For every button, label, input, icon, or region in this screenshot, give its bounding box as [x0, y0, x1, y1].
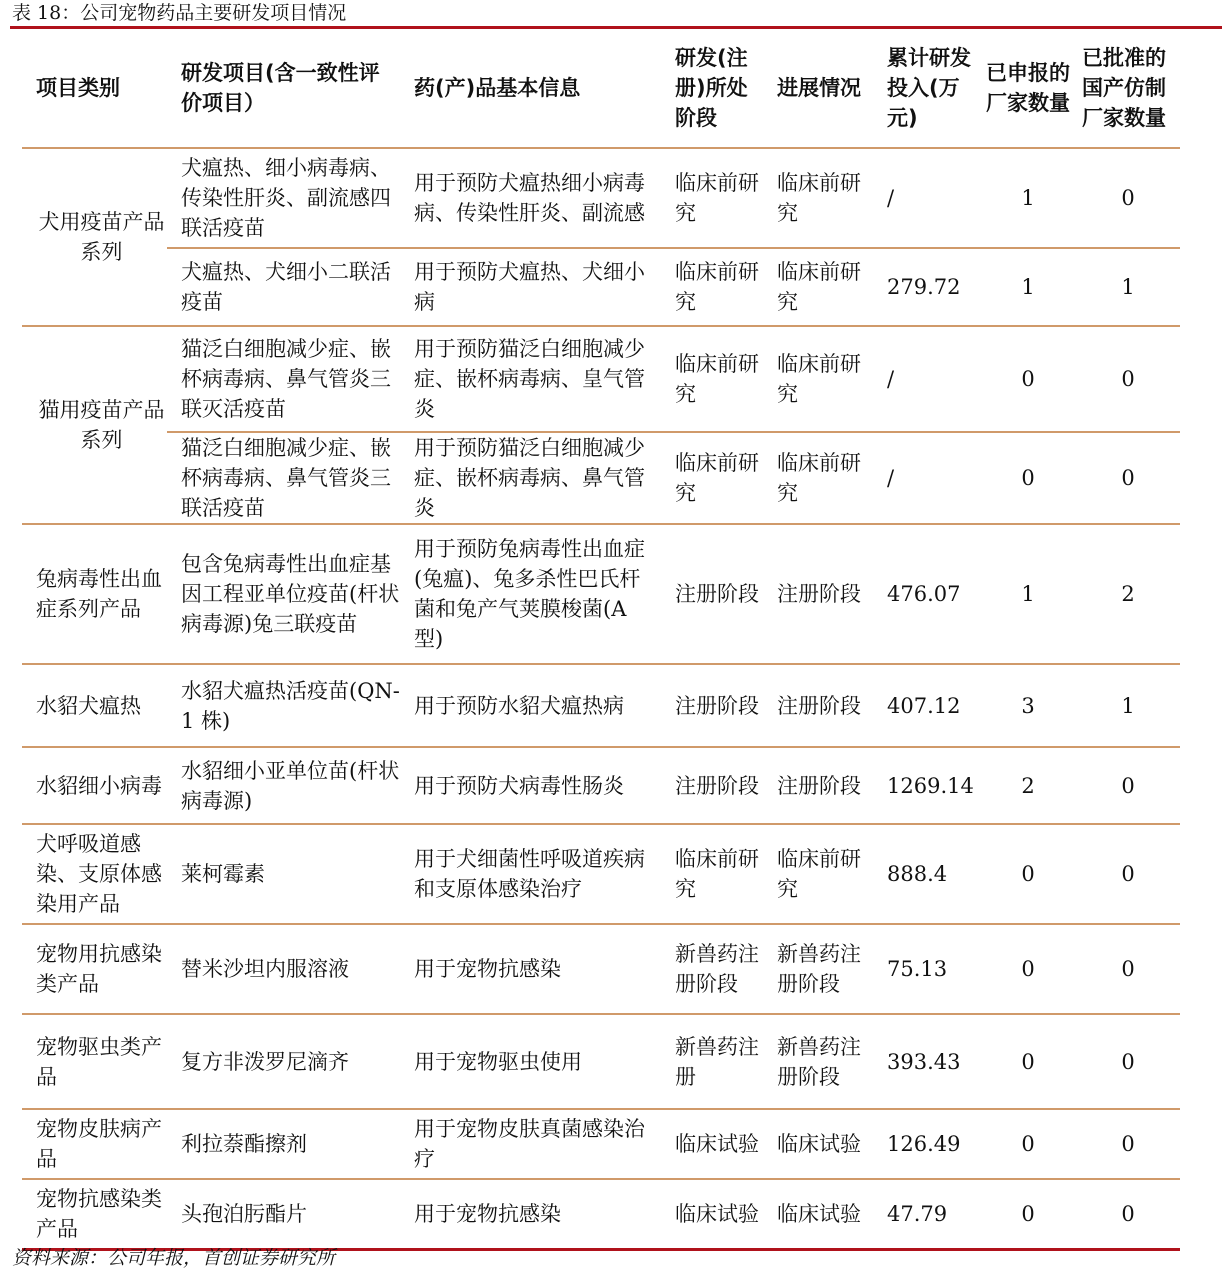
table-cell: 1	[1076, 248, 1180, 326]
column-header: 研发(注册)所处阶段	[661, 29, 763, 148]
table-cell: 用于宠物抗感染	[400, 924, 661, 1014]
table-row	[22, 1014, 1180, 1109]
header-row	[22, 29, 1180, 148]
table-cell: 新兽药注册阶段	[661, 924, 763, 1014]
table-cell: 2	[980, 747, 1076, 824]
table-cell: 888.4	[873, 824, 980, 924]
table-cell: 0	[1076, 1014, 1180, 1109]
table-cell: 0	[980, 1014, 1076, 1109]
table-cell: 注册阶段	[763, 747, 873, 824]
table-row	[22, 747, 1180, 824]
table-cell: 替米沙坦内服溶液	[167, 924, 400, 1014]
table-cell: 犬瘟热、细小病毒病、传染性肝炎、副流感四联活疫苗	[167, 148, 400, 248]
table-cell: 407.12	[873, 664, 980, 747]
table-row	[22, 326, 1180, 432]
table-cell: 临床试验	[661, 1109, 763, 1179]
table-cell: 头孢泊肟酯片	[167, 1179, 400, 1249]
table-cell: 临床试验	[661, 1179, 763, 1249]
table-cell: 用于预防犬病毒性肠炎	[400, 747, 661, 824]
table-cell: 用于预防犬瘟热细小病毒病、传染性肝炎、副流感	[400, 148, 661, 248]
table-cell: 用于宠物皮肤真菌感染治疗	[400, 1109, 661, 1179]
table-cell: 3	[980, 664, 1076, 747]
table-cell: 临床试验	[763, 1179, 873, 1249]
table-cell: 126.49	[873, 1109, 980, 1179]
table-cell: 犬瘟热、犬细小二联活疫苗	[167, 248, 400, 326]
category-cell: 犬用疫苗产品系列	[22, 148, 167, 326]
column-header: 项目类别	[22, 29, 167, 148]
table-cell: 用于预防猫泛白细胞减少症、嵌杯病毒病、皇气管炎	[400, 326, 661, 432]
table-cell: 用于预防犬瘟热、犬细小病	[400, 248, 661, 326]
category-cell: 宠物驱虫类产品	[22, 1014, 167, 1109]
table-cell: /	[873, 148, 980, 248]
table-row	[22, 148, 1180, 248]
table-cell: 猫泛白细胞减少症、嵌杯病毒病、鼻气管炎三联灭活疫苗	[167, 326, 400, 432]
table-cell: 临床前研究	[661, 432, 763, 524]
table-row	[22, 1109, 1180, 1179]
table-cell: 0	[980, 824, 1076, 924]
column-header: 已批准的国产仿制厂家数量	[1076, 29, 1180, 148]
category-cell: 水貂细小病毒	[22, 747, 167, 824]
table-cell: 新兽药注册	[661, 1014, 763, 1109]
category-cell: 兔病毒性出血症系列产品	[22, 524, 167, 664]
table-row	[22, 924, 1180, 1014]
table-cell: 注册阶段	[661, 524, 763, 664]
table-cell: 猫泛白细胞减少症、嵌杯病毒病、鼻气管炎三联活疫苗	[167, 432, 400, 524]
table-cell: 用于预防水貂犬瘟热病	[400, 664, 661, 747]
table-cell: 0	[1076, 1109, 1180, 1179]
table-cell: 0	[980, 924, 1076, 1014]
column-header: 研发项目(含一致性评价项目）	[167, 29, 400, 148]
table-cell: 0	[980, 1179, 1076, 1249]
table-cell: 393.43	[873, 1014, 980, 1109]
table-cell: 0	[980, 326, 1076, 432]
table-cell: 临床前研究	[763, 148, 873, 248]
category-cell: 犬呼吸道感染、支原体感染用产品	[22, 824, 167, 924]
table-cell: 临床前研究	[763, 248, 873, 326]
table-cell: 用于犬细菌性呼吸道疾病和支原体感染治疗	[400, 824, 661, 924]
table-cell: 临床前研究	[661, 326, 763, 432]
category-cell: 宠物抗感染类产品	[22, 1179, 167, 1249]
column-header: 累计研发投入(万元)	[873, 29, 980, 148]
table-cell: 1	[980, 524, 1076, 664]
table-cell: 0	[1076, 326, 1180, 432]
table-cell: 用于预防兔病毒性出血症(兔瘟)、兔多杀性巴氏杆菌和兔产气荚膜梭菌(A 型)	[400, 524, 661, 664]
table-cell: 0	[1076, 148, 1180, 248]
table-cell: 注册阶段	[661, 664, 763, 747]
table-cell: 注册阶段	[763, 524, 873, 664]
category-cell: 水貂犬瘟热	[22, 664, 167, 747]
table-cell: 75.13	[873, 924, 980, 1014]
table-cell: 水貂细小亚单位苗(杆状病毒源)	[167, 747, 400, 824]
category-cell: 宠物用抗感染类产品	[22, 924, 167, 1014]
table-cell: 用于宠物驱虫使用	[400, 1014, 661, 1109]
table-cell: 临床前研究	[763, 824, 873, 924]
table-cell: 0	[1076, 432, 1180, 524]
table-cell: 47.79	[873, 1179, 980, 1249]
table-title: 表 18：公司宠物药品主要研发项目情况	[12, 2, 347, 24]
table-cell: 用于宠物抗感染	[400, 1179, 661, 1249]
table-row	[22, 524, 1180, 664]
table-row	[22, 664, 1180, 747]
table-cell: 利拉萘酯擦剂	[167, 1109, 400, 1179]
table-cell: 1	[980, 148, 1076, 248]
category-cell: 宠物皮肤病产品	[22, 1109, 167, 1179]
table-cell: 注册阶段	[763, 664, 873, 747]
table-cell: 临床前研究	[763, 326, 873, 432]
table-cell: 1	[980, 248, 1076, 326]
column-header: 已申报的厂家数量	[980, 29, 1076, 148]
table-cell: 0	[1076, 747, 1180, 824]
table-cell: 0	[1076, 924, 1180, 1014]
table-cell: 1269.14	[873, 747, 980, 824]
rd-projects-table	[22, 29, 1180, 1251]
table-cell: 0	[1076, 1179, 1180, 1249]
table-cell: 1	[1076, 664, 1180, 747]
source-note: 资料来源：公司年报，首创证券研究所	[12, 1247, 336, 1269]
table-cell: 新兽药注册阶段	[763, 924, 873, 1014]
table-cell: 注册阶段	[661, 747, 763, 824]
column-header: 进展情况	[763, 29, 873, 148]
table-row	[22, 824, 1180, 924]
table-cell: 279.72	[873, 248, 980, 326]
table-cell: 水貂犬瘟热活疫苗(QN-1 株)	[167, 664, 400, 747]
table-cell: 用于预防猫泛白细胞减少症、嵌杯病毒病、鼻气管炎	[400, 432, 661, 524]
table-row	[22, 248, 1180, 326]
table-cell: 0	[1076, 824, 1180, 924]
table-cell: 临床前研究	[763, 432, 873, 524]
category-cell: 猫用疫苗产品系列	[22, 326, 167, 524]
table-cell: 莱柯霉素	[167, 824, 400, 924]
table-cell: 新兽药注册阶段	[763, 1014, 873, 1109]
table-cell: 临床试验	[763, 1109, 873, 1179]
table-cell: 临床前研究	[661, 148, 763, 248]
column-header: 药(产)品基本信息	[400, 29, 661, 148]
table-cell: /	[873, 432, 980, 524]
table-cell: 476.07	[873, 524, 980, 664]
table-cell: 临床前研究	[661, 824, 763, 924]
table-row	[22, 432, 1180, 524]
table-cell: 包含兔病毒性出血症基因工程亚单位疫苗(杆状病毒源)兔三联疫苗	[167, 524, 400, 664]
table-cell: 2	[1076, 524, 1180, 664]
table-row	[22, 1179, 1180, 1249]
table-cell: /	[873, 326, 980, 432]
table-cell: 0	[980, 1109, 1076, 1179]
table-cell: 复方非泼罗尼滴齐	[167, 1014, 400, 1109]
table-cell: 临床前研究	[661, 248, 763, 326]
table-cell: 0	[980, 432, 1076, 524]
